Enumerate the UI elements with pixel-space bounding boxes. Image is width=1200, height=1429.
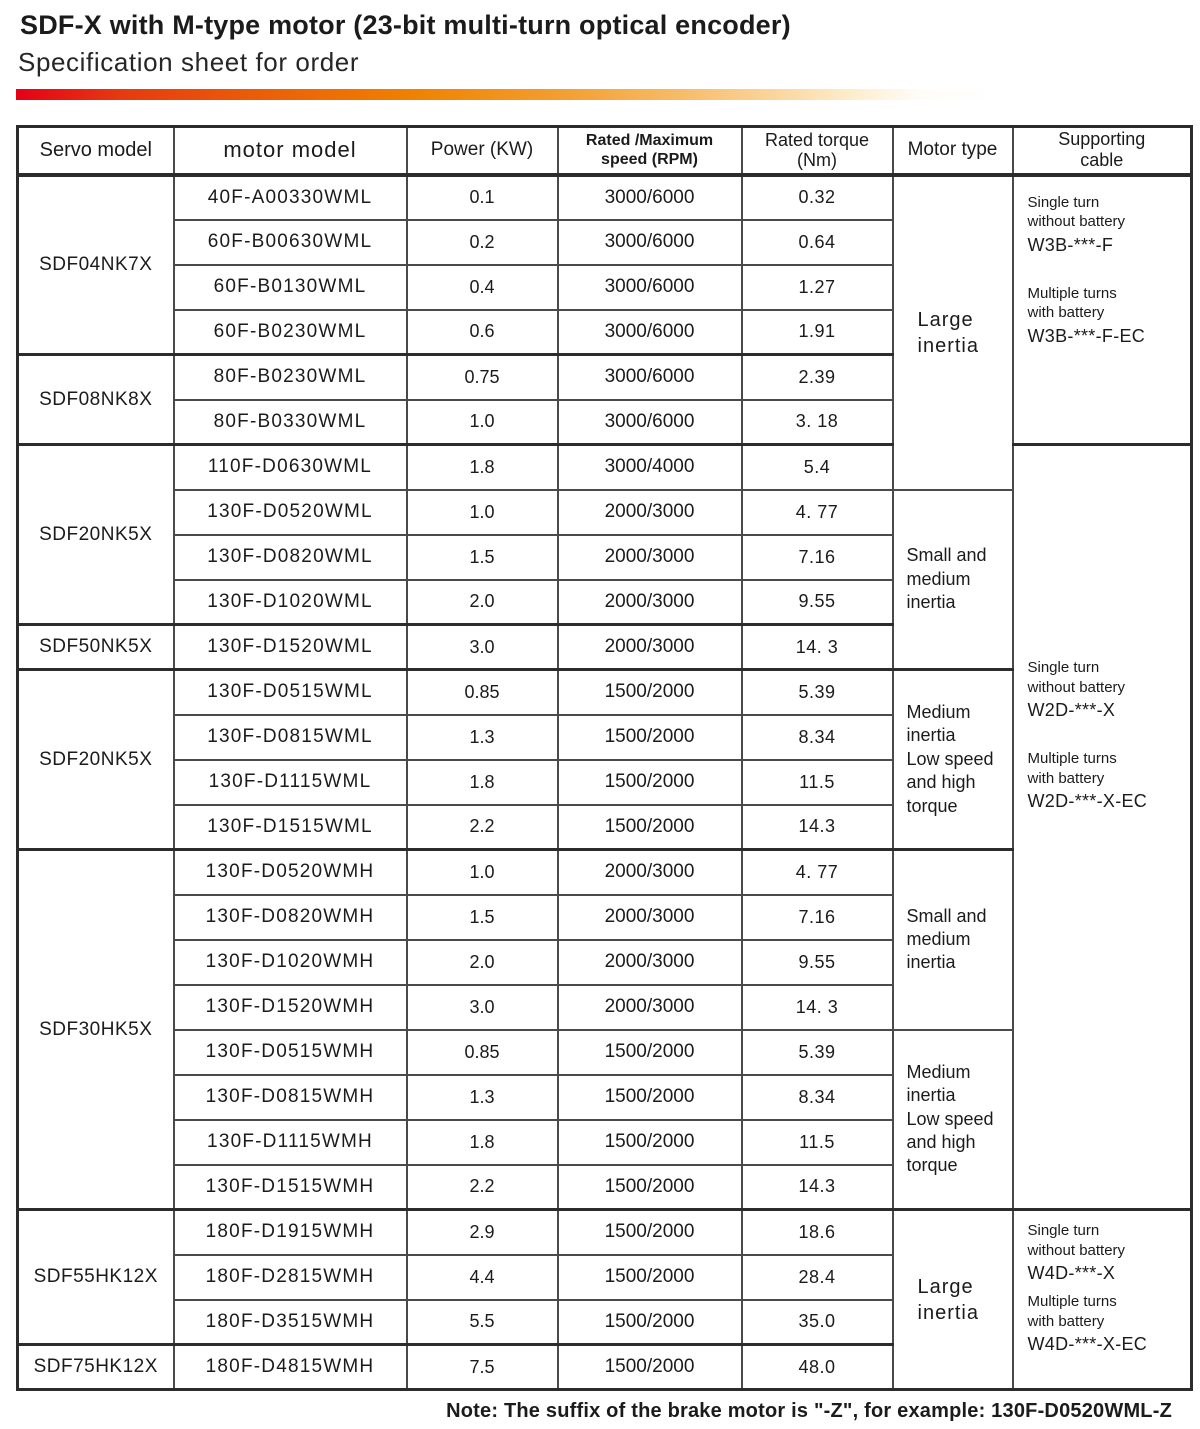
cable-option [1028,284,1191,347]
speed-cell: 3000/6000 [558,220,742,265]
motor-model-cell: 130F-D0520WML [174,490,407,535]
motor-model-cell: 130F-D0815WMH [174,1075,407,1120]
speed-header-line1: Rated /Maximum [585,132,714,150]
torque-cell: 8.34 [742,1075,893,1120]
torque-cell: 14.3 [742,805,893,850]
cable-option [1028,193,1191,256]
power-cell: 2.2 [407,1165,558,1210]
torque-cell: 11.5 [742,1120,893,1165]
col-header-supporting-cable [1013,127,1192,175]
power-cell: 1.3 [407,1075,558,1120]
speed-cell: 3000/6000 [558,355,742,400]
motor-model-cell: 130F-D1515WMH [174,1165,407,1210]
motor-model-cell: 60F-B0130WML [174,265,407,310]
col-header-torque [742,127,893,175]
speed-cell: 2000/3000 [558,940,742,985]
cable-part-number: W3B-***-F-EC [1027,325,1146,346]
torque-cell: 2.39 [742,355,893,400]
cable-option-description: with battery [1027,769,1105,787]
cable-option-description: without battery [1027,213,1126,230]
speed-cell: 3000/4000 [558,445,742,490]
supporting-cable-cell [1013,445,1192,1210]
speed-cell: 1500/2000 [558,1210,742,1255]
torque-cell: 14. 3 [742,625,893,670]
servo-model-cell: SDF08NK8X [18,355,174,445]
torque-cell: 4. 77 [742,490,893,535]
cable-option-description: Multiple turns [1027,284,1117,302]
motor-model-cell: 40F-A00330WML [174,175,407,220]
speed-cell: 2000/3000 [558,535,742,580]
cable-option-description: Multiple turns [1027,750,1117,767]
speed-header-line2: speed (RPM) [601,151,698,169]
motor-type-line: Small and [906,545,987,566]
cable-part-number: W4D-***-X [1027,1263,1116,1283]
motor-model-cell: 80F-B0230WML [174,355,407,400]
torque-header-line2: (Nm) [797,150,837,171]
motor-type-line: Low speed [906,1108,994,1129]
table-row [18,445,1192,490]
motor-type-line: and high [906,1131,976,1152]
motor-type-line: and high [906,772,976,793]
cable-option-description: Multiple turns [1027,1293,1117,1310]
speed-cell: 1500/2000 [558,670,742,715]
torque-cell: 4. 77 [742,850,893,895]
power-cell: 2.2 [407,805,558,850]
torque-header-line1: Rated torque [764,129,870,150]
power-cell: 0.4 [407,265,558,310]
speed-cell: 2000/3000 [558,850,742,895]
motor-type-cell [893,490,1013,670]
power-cell: 1.0 [407,850,558,895]
cable-option [1028,749,1191,812]
torque-cell: 14.3 [742,1165,893,1210]
motor-model-cell: 180F-D3515WMH [174,1300,407,1345]
torque-cell: 35.0 [742,1300,893,1345]
motor-type-line: inertia [906,952,956,973]
cable-option-description: Single turn [1027,1222,1100,1239]
motor-model-cell: 130F-D1520WML [174,625,407,670]
power-cell: 0.1 [407,175,558,220]
torque-cell: 18.6 [742,1210,893,1255]
supporting-cable-cell [1013,175,1192,445]
torque-cell: 5.39 [742,1030,893,1075]
table-row [18,1210,1192,1255]
cable-option-description: without battery [1027,678,1126,696]
power-cell: 0.2 [407,220,558,265]
motor-model-cell: 130F-D0520WMH [174,850,407,895]
power-cell: 1.5 [407,535,558,580]
spec-table-header [18,127,1192,175]
cable-option [1028,1292,1191,1355]
torque-cell: 48.0 [742,1345,893,1390]
motor-model-cell: 60F-B0230WML [174,310,407,355]
speed-cell: 1500/2000 [558,1075,742,1120]
servo-model-cell: SDF20NK5X [18,445,174,625]
power-cell: 3.0 [407,625,558,670]
speed-cell: 2000/3000 [558,985,742,1030]
torque-cell: 11.5 [742,760,893,805]
power-cell: 1.8 [407,1120,558,1165]
torque-cell: 1.27 [742,265,893,310]
motor-type-line: inertia [906,725,956,746]
speed-cell: 2000/3000 [558,580,742,625]
speed-cell: 3000/6000 [558,265,742,310]
torque-cell: 5.4 [742,445,893,490]
motor-model-cell: 130F-D0515WMH [174,1030,407,1075]
motor-model-cell: 130F-D1020WML [174,580,407,625]
page-subtitle: Specification sheet for order [18,47,360,77]
speed-cell: 1500/2000 [558,1120,742,1165]
col-header-servo-model: Servo model [18,127,174,175]
cable-header-line1: Supporting [1058,128,1146,149]
motor-type-cell [893,175,1013,490]
motor-type-line: inertia [917,1301,979,1324]
torque-cell: 7.16 [742,535,893,580]
power-cell: 0.85 [407,1030,558,1075]
torque-cell: 28.4 [742,1255,893,1300]
cable-option [1028,1221,1191,1284]
torque-cell: 9.55 [742,940,893,985]
torque-cell: 1.91 [742,310,893,355]
cable-part-number: W2D-***-X [1027,700,1116,720]
motor-model-cell: 180F-D2815WMH [174,1255,407,1300]
cable-option-description: Single turn [1027,659,1100,676]
power-cell: 0.6 [407,310,558,355]
motor-model-cell: 130F-D0820WMH [174,895,407,940]
power-cell: 1.5 [407,895,558,940]
motor-model-cell: 80F-B0330WML [174,400,407,445]
motor-type-line: Small and [906,905,987,926]
cable-part-number: W4D-***-X-EC [1027,1334,1148,1354]
speed-cell: 2000/3000 [558,490,742,535]
power-cell: 3.0 [407,985,558,1030]
speed-cell: 1500/2000 [558,1030,742,1075]
col-header-power: Power (KW) [407,127,558,175]
col-header-motor-model: motor model [174,127,407,175]
servo-model-cell: SDF04NK7X [18,175,174,355]
servo-model-cell: SDF20NK5X [18,670,174,850]
motor-type-line: Medium [906,702,971,723]
motor-model-cell: 130F-D1115WMH [174,1120,407,1165]
motor-type-line: medium [906,568,971,589]
power-cell: 1.0 [407,400,558,445]
motor-model-cell: 130F-D1520WMH [174,985,407,1030]
torque-cell: 3. 18 [742,400,893,445]
col-header-motor-type: Motor type [893,127,1013,175]
torque-cell: 14. 3 [742,985,893,1030]
col-header-speed [558,127,742,175]
motor-type-line: torque [906,1155,958,1176]
power-cell: 4.4 [407,1255,558,1300]
power-cell: 7.5 [407,1345,558,1390]
motor-type-line: inertia [906,591,956,612]
table-row [18,175,1192,220]
power-cell: 0.85 [407,670,558,715]
cable-header-line2: cable [1080,150,1124,171]
cable-part-number: W3B-***-F [1027,234,1114,255]
motor-type-line: inertia [917,334,979,357]
speed-cell: 1500/2000 [558,805,742,850]
servo-model-cell: SDF50NK5X [18,625,174,670]
speed-cell: 1500/2000 [558,1255,742,1300]
torque-cell: 8.34 [742,715,893,760]
motor-model-cell: 130F-D1115WML [174,760,407,805]
speed-cell: 3000/6000 [558,400,742,445]
power-cell: 1.0 [407,490,558,535]
motor-type-cell [893,670,1013,850]
speed-cell: 1500/2000 [558,1300,742,1345]
spec-table [16,125,1193,1391]
speed-cell: 3000/6000 [558,175,742,220]
motor-model-cell: 180F-D1915WMH [174,1210,407,1255]
motor-type-line: Medium [906,1061,971,1082]
motor-type-line: medium [906,929,971,950]
motor-type-cell [893,1030,1013,1210]
motor-type-line: Large [917,1275,974,1298]
servo-model-cell: SDF30HK5X [18,850,174,1210]
cable-option-description: with battery [1027,1312,1105,1330]
motor-model-cell: 110F-D0630WML [174,445,407,490]
motor-model-cell: 60F-B00630WML [174,220,407,265]
speed-cell: 1500/2000 [558,760,742,805]
supporting-cable-cell [1013,1210,1192,1390]
power-cell: 0.75 [407,355,558,400]
speed-cell: 3000/6000 [558,310,742,355]
speed-cell: 1500/2000 [558,1345,742,1390]
motor-model-cell: 130F-D0515WML [174,670,407,715]
spec-table-body [18,175,1192,1390]
torque-cell: 5.39 [742,670,893,715]
motor-type-cell [893,850,1013,1030]
motor-type-line: Low speed [906,748,994,769]
servo-model-cell: SDF55HK12X [18,1210,174,1345]
servo-model-cell: SDF75HK12X [18,1345,174,1390]
motor-model-cell: 130F-D0815WML [174,715,407,760]
cable-option-description: Single turn [1027,193,1100,211]
speed-cell: 1500/2000 [558,1165,742,1210]
motor-type-cell [893,1210,1013,1390]
power-cell: 1.8 [407,445,558,490]
cable-option [1028,658,1191,721]
motor-type-line: Large [917,308,974,331]
motor-type-line: torque [906,795,958,816]
page-title: SDF-X with M-type motor (23-bit multi-turn optical encoder) [20,10,791,40]
torque-cell: 0.64 [742,220,893,265]
power-cell: 5.5 [407,1300,558,1345]
speed-cell: 2000/3000 [558,895,742,940]
accent-gradient-bar [16,89,1190,100]
motor-model-cell: 130F-D1020WMH [174,940,407,985]
motor-type-line: inertia [906,1085,956,1106]
power-cell: 1.3 [407,715,558,760]
torque-cell: 9.55 [742,580,893,625]
power-cell: 1.8 [407,760,558,805]
cable-part-number: W2D-***-X-EC [1027,791,1148,811]
motor-model-cell: 130F-D0820WML [174,535,407,580]
cable-option-description: with battery [1027,304,1105,321]
brake-motor-note: Note: The suffix of the brake motor is "-Z", for example: 130F-D0520WML-Z [446,1400,1172,1422]
motor-model-cell: 180F-D4815WMH [174,1345,407,1390]
torque-cell: 7.16 [742,895,893,940]
speed-cell: 2000/3000 [558,625,742,670]
speed-cell: 1500/2000 [558,715,742,760]
torque-cell: 0.32 [742,175,893,220]
power-cell: 2.0 [407,580,558,625]
motor-model-cell: 130F-D1515WML [174,805,407,850]
power-cell: 2.0 [407,940,558,985]
power-cell: 2.9 [407,1210,558,1255]
cable-option-description: without battery [1027,1241,1126,1259]
